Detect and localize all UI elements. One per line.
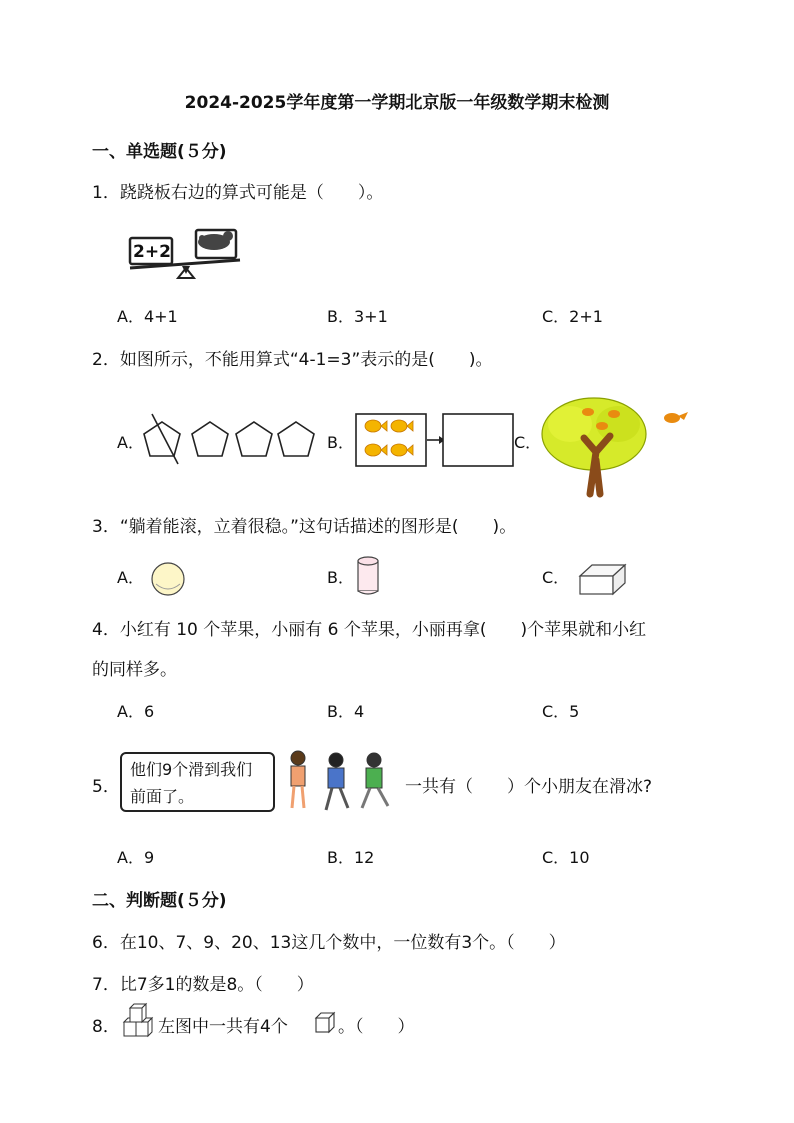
q2-option-c-label[interactable]: C． (514, 433, 542, 452)
q5-option-b[interactable]: B．12 (327, 848, 375, 867)
seesaw-board-label: 2+2 (133, 242, 171, 262)
q3-option-b-label[interactable]: B． (327, 568, 354, 587)
speech-bubble (120, 752, 275, 812)
q1-option-a[interactable]: A．4+1 (117, 307, 178, 326)
question-8-text-before: 左图中一共有4个 (158, 1017, 288, 1037)
q3-option-c-label[interactable]: C． (542, 568, 570, 587)
question-5-text: 一共有（ ）个小朋友在滑冰? (405, 777, 653, 797)
cylinder-shape (356, 556, 380, 596)
question-5-number: 5． (92, 777, 120, 797)
q4-option-b[interactable]: B．4 (327, 702, 365, 721)
question-8-number: 8． (92, 1017, 120, 1037)
q4-option-a[interactable]: A．6 (117, 702, 155, 721)
q2-option-b-label[interactable]: B． (327, 433, 354, 452)
q4-option-c[interactable]: C．5 (542, 702, 580, 721)
stacked-cubes-illustration (120, 1004, 160, 1040)
q5-option-a[interactable]: A．9 (117, 848, 155, 867)
q3-option-a-label[interactable]: A． (117, 568, 144, 587)
question-8-text-after: 。（ ） (338, 1017, 415, 1037)
section-heading-single-choice: 一、单选题(５分) (92, 142, 227, 162)
speech-bubble-line-2: 前面了。 (130, 787, 195, 806)
question-4-line-1: 4．小红有 10 个苹果，小丽有 6 个苹果，小丽再拿( )个苹果就和小红 (92, 620, 647, 640)
speech-bubble-line-1: 他们9个滑到我们 (130, 760, 253, 779)
question-1-text: 1．跷跷板右边的算式可能是（ ）。 (92, 183, 384, 203)
single-cube-icon (314, 1010, 336, 1034)
question-2-text: 2．如图所示，不能用算式“4-1=3”表示的是( )。 (92, 350, 493, 370)
question-7-text: 7．比7多1的数是8。（ ） (92, 975, 314, 995)
section-heading-true-false: 二、判断题(５分) (92, 891, 227, 911)
skating-children-illustration (280, 750, 404, 814)
question-3-text: 3．“躺着能滚，立着很稳。”这句话描述的图形是( )。 (92, 517, 517, 537)
q5-option-c[interactable]: C．10 (542, 848, 590, 867)
page-title: 2024-2025学年度第一学期北京版一年级数学期末检测 (184, 93, 610, 113)
q1-option-b[interactable]: B．3+1 (327, 307, 388, 326)
q2-option-a-label[interactable]: A． (117, 433, 144, 452)
sphere-shape (148, 562, 188, 596)
q1-option-c[interactable]: C．2+1 (542, 307, 603, 326)
question-4-line-2: 的同样多。 (92, 660, 177, 680)
cuboid-shape (578, 562, 628, 596)
question-6-text: 6．在10、7、9、20、13这几个数中，一位数有3个。（ ） (92, 933, 566, 953)
